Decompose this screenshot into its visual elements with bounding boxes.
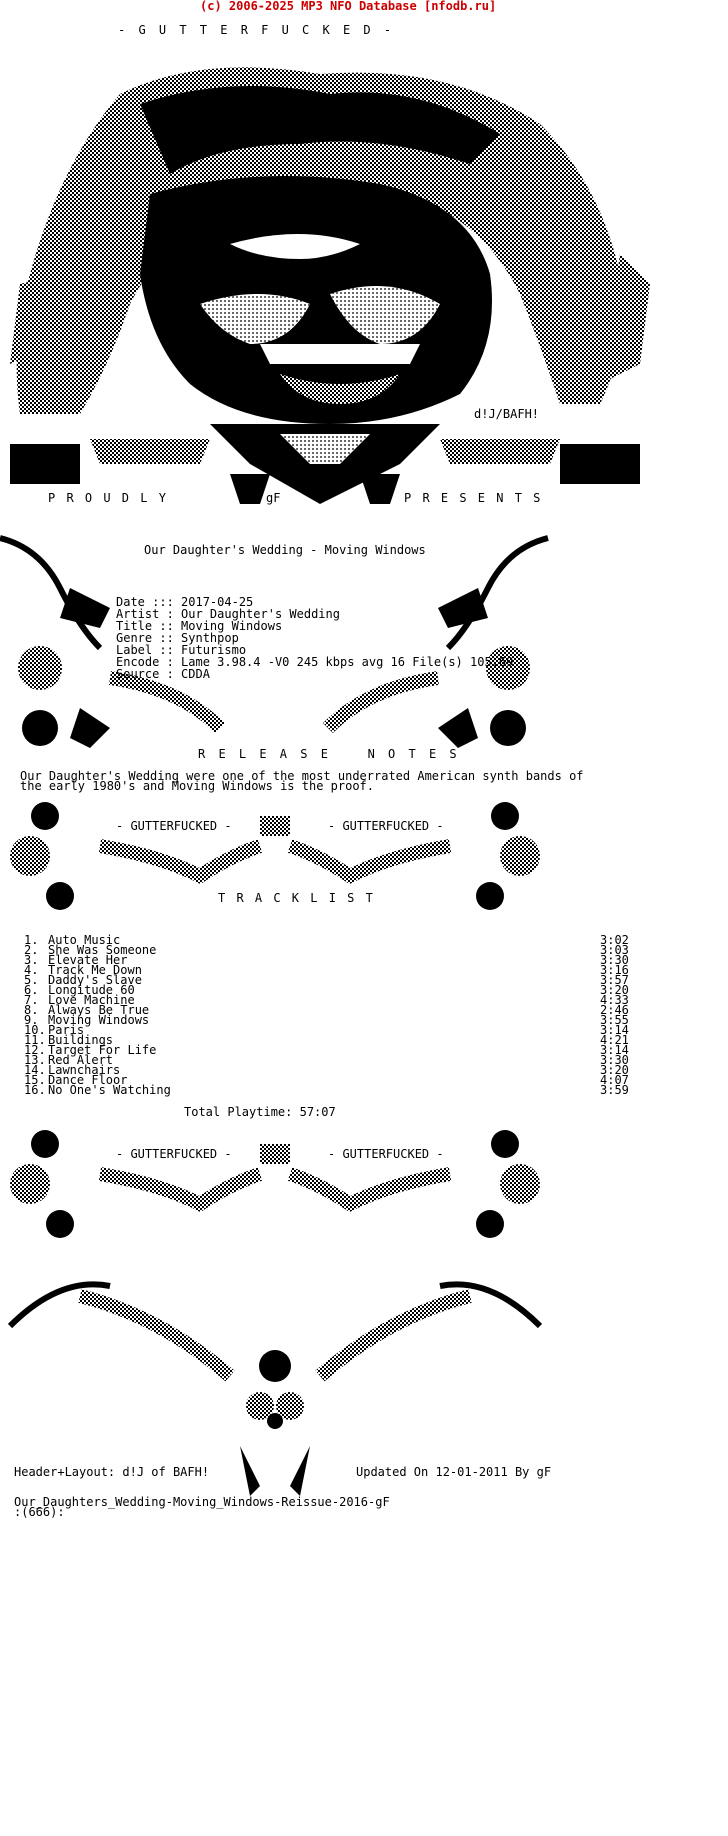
track-title: Lawnchairs	[48, 1063, 121, 1077]
info-artist: Artist : Our Daughter's Wedding	[116, 607, 340, 621]
proudly-label: P R O U D L Y	[48, 491, 166, 505]
track-duration: 3:55	[600, 1013, 629, 1027]
track-duration: 4:33	[600, 993, 629, 1007]
track-duration: 3:02	[600, 933, 629, 947]
track-number: 7.	[24, 993, 39, 1007]
track-duration: 3:14	[600, 1023, 629, 1037]
track-duration: 3:20	[600, 983, 629, 997]
layout-credit: Header+Layout: d!J of BAFH!	[14, 1465, 210, 1479]
bottom-ornament	[0, 1256, 728, 1496]
divider-1-left-label: - GUTTERFUCKED -	[116, 819, 232, 833]
track-number: 8.	[24, 1003, 39, 1017]
release-info-block	[116, 596, 513, 680]
group-banner: - G U T T E R F U C K E D -	[118, 23, 392, 37]
track-title: Track Me Down	[48, 963, 142, 977]
track-title: Daddy's Slave	[48, 973, 142, 987]
track-duration: 3:03	[600, 943, 629, 957]
release-dirname: Our_Daughters_Wedding-Moving_Windows-Reissue-2016-gF	[14, 1495, 390, 1509]
track-number: 5.	[24, 973, 39, 987]
track-title: Always Be True	[48, 1003, 150, 1017]
track-duration: 3:59	[600, 1083, 629, 1097]
track-number: 14.	[24, 1063, 46, 1077]
track-number: 2.	[24, 943, 39, 957]
track-title: Target For Life	[48, 1043, 157, 1057]
track-number: 13.	[24, 1053, 46, 1067]
track-number: 9.	[24, 1013, 39, 1027]
track-duration: 3:20	[600, 1063, 629, 1077]
info-encode: Encode : Lame 3.98.4 -V0 245 kbps avg 16 File(s) 105.69	[116, 655, 514, 669]
track-number: 4.	[24, 963, 39, 977]
track-title: Moving Windows	[48, 1013, 150, 1027]
info-label: Label :: Futurismo	[116, 643, 247, 657]
track-duration: 3:14	[600, 1043, 629, 1057]
track-duration: 3:30	[600, 1053, 629, 1067]
track-number: 10.	[24, 1023, 46, 1037]
track-title: Paris	[48, 1023, 85, 1037]
info-title: Title :: Moving Windows	[116, 619, 283, 633]
track-duration: 3:30	[600, 953, 629, 967]
track-number: 6.	[24, 983, 39, 997]
release-notes-line-1: Our Daughter's Wedding were one of the most underrated American synth bands of	[20, 769, 584, 783]
track-number: 16.	[24, 1083, 46, 1097]
track-duration: 3:57	[600, 973, 629, 987]
total-playtime: Total Playtime: 57:07	[184, 1105, 336, 1119]
info-date: Date ::: 2017-04-25	[116, 595, 254, 609]
track-title: Elevate Her	[48, 953, 128, 967]
footer-tag: :(666):	[14, 1505, 65, 1519]
face-ascii-art	[0, 44, 728, 504]
release-notes-line-2: the early 1980's and Moving Windows is the proof.	[20, 779, 375, 793]
track-number: 15.	[24, 1073, 46, 1087]
track-duration: 2:46	[600, 1003, 629, 1017]
gf-label: gF	[266, 491, 281, 505]
track-title: Love Machine	[48, 993, 135, 1007]
track-title: She Was Someone	[48, 943, 157, 957]
track-duration: 4:07	[600, 1073, 629, 1087]
track-title: Dance Floor	[48, 1073, 128, 1087]
divider-1-right-label: - GUTTERFUCKED -	[328, 819, 444, 833]
track-title: Auto Music	[48, 933, 121, 947]
presents-label: P R E S E N T S	[404, 491, 541, 505]
track-number: 3.	[24, 953, 39, 967]
track-title: Red Alert	[48, 1053, 114, 1067]
divider-ornament-2	[0, 1124, 728, 1244]
track-title: Longitude 60	[48, 983, 135, 997]
track-number: 11.	[24, 1033, 46, 1047]
track-duration: 3:16	[600, 963, 629, 977]
track-title: No One's Watching	[48, 1083, 171, 1097]
tracklist-heading: T R A C K L I S T	[218, 891, 373, 905]
divider-2-left-label: - GUTTERFUCKED -	[116, 1147, 232, 1161]
track-number: 1.	[24, 933, 39, 947]
updated-credit: Updated On 12-01-2011 By gF	[356, 1465, 552, 1479]
track-number: 12.	[24, 1043, 46, 1057]
release-notes-heading: R E L E A S E N O T E S	[198, 747, 457, 761]
art-credit: d!J/BAFH!	[474, 407, 540, 421]
info-genre: Genre :: Synthpop	[116, 631, 239, 645]
copyright-line: (c) 2006-2025 MP3 NFO Database [nfodb.ru]	[200, 0, 497, 13]
track-row	[24, 1084, 644, 1096]
track-title: Buildings	[48, 1033, 114, 1047]
track-duration: 4:21	[600, 1033, 629, 1047]
divider-2-right-label: - GUTTERFUCKED -	[328, 1147, 444, 1161]
info-source: Source : CDDA	[116, 667, 210, 681]
release-title: Our Daughter's Wedding - Moving Windows	[144, 543, 426, 557]
